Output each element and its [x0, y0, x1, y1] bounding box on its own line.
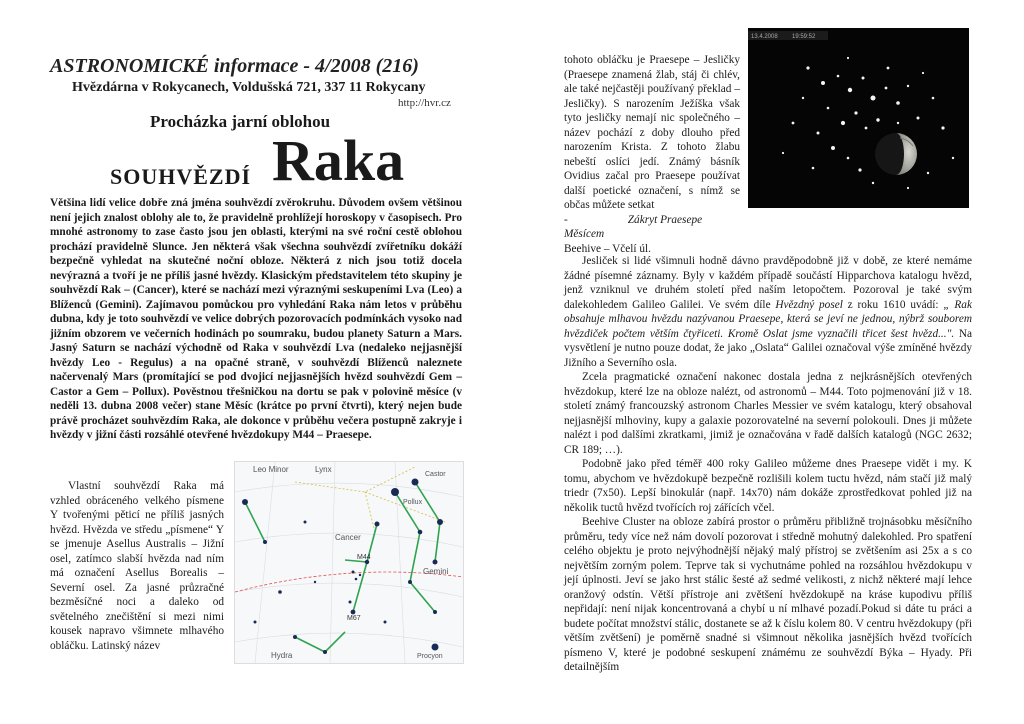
photo-svg [748, 28, 969, 208]
intro-paragraph: Většina lidí velice dobře zná jména souhvězdí zvěrokruhu. Důvodem ovšem většinou není jejich znalost oblohy ale to, že pravidelně prohlížejí horoskopy v časopisech. Pro mnohé astronomy to zase často jsou jen oblasti, kterými na své roční cestě oblohou prochází pravidelně Slunce. Jen některá však všechna souhvězdí zvířetníku dokáží bezpečně vyhledat na skutečné noční obloze. Některá z nich jsou totiž docela nevýrazná a tvoří je ne příliš jasné hvězdy. Klasickým představitelem této skupiny je souhvězdí Rak – (Cancer), které se nachází mezi výraznými seskupeními Lva (Leo) a Blíženců (Gemini). Zajímavou pomůckou pro vyhledání Raka nám letos v průběhu dubna, kdy je toto souhvězdí ve velice dobrých pozorovacích podmínkách vysoko nad jižním obzorem ve večerních hodinách po soumraku, budou planety Saturn a Mars. Jasný Saturn se nachází východně od Raka v souhvězdí Lva (nedaleko nejjasnější hvězdy Leo - Regulus) a na opačné straně, v souhvězdí Blíženců naleznete načervenalý Mars (promítající se pod dvojicí nejjasnějších hvězd souhvězdí Gem – Castor a Gem – Pollux). Pověstnou třešničkou na dortu se pak v polovině měsíce (v neděli 13. dubna 2008 večer) stane Měsíc (krátce po první čtvrti), který nejen bude právě procházet souhvězdím Raka, ale dokonce v průběhu večera postupně zakryje i hvězdy v jižní části rozsáhlé otevřené hvězdokupy M44 – Praesepe. [50, 197, 462, 441]
caption-text: Zákryt Praesepe Měsícem [564, 213, 703, 240]
map-label-hydra: Hydra [271, 651, 293, 660]
map-label-leo-minor: Leo Minor [253, 465, 289, 474]
caption-dash: - [564, 213, 568, 226]
map-label-gemini: Gemini [423, 567, 449, 576]
history-text-a: Jesliček si lidé všimnuli hodně dávno pravděpodobně již v době, ze které nemáme žádné písemné záznamy. Byly v každém případě součástí Hipparchova katalogu hvězd, jenž vzniknul ve druhém století před naším letopočtem. Pozoroval je také svým dalekohledem Galileo Galilei. Ve svém díle [564, 255, 972, 311]
star-map-svg [235, 462, 463, 663]
moon-praesepe-photo [748, 28, 969, 208]
history-text-c: Na vysvětlení je nutno pouze dodat, že jako „Oslata“ Galilei označoval výše zmíněné hvězdy Jižního a Severního osla. [564, 327, 972, 369]
map-label-lynx: Lynx [315, 465, 332, 474]
caption-continuation: Beehive – Včelí úl. [564, 242, 652, 255]
middle-column-text [564, 53, 740, 256]
left-column-text [50, 479, 224, 653]
constellation-name: Raka [272, 128, 405, 193]
map-label-m44: M44 [357, 554, 371, 561]
map-label-cancer: Cancer [335, 533, 361, 542]
left-paragraph: Vlastní souhvězdí Raka má vzhled obráceného velkého písmene Y tvořenými pěticí ne příliš jasných hvězd. Hvězda ve středu „písmene“ Y se jmenuje Asellus Australis – Jižní osel, zatímco slabší hvězda nad ním má označení Asellus Borealis – Severní osel. Za jasné průzračné bezměsíčné noci a daleko od světelného znečištění si mezi nimi kousek napravo všimnete mlhavého obláčku. Latinský název [50, 480, 224, 652]
observatory-address: Hvězdárna v Rokycanech, Voldušská 721, 337 11 Rokycany [72, 80, 426, 95]
work-title: Hvězdný posel [775, 298, 843, 311]
photo-time: 19:59:52 [792, 34, 816, 40]
section-title: Procházka jarní oblohou [150, 112, 331, 131]
paragraph-beehive: Beehive Cluster na obloze zabírá prostor o průměru přibližně trojnásobku měsíčního průměru, tedy více než nám dovolí pozorovat i středně mohutný dalekohled. Pro spatření celého objektu je proto nejvýhodnější nějaký malý přístroj se zvětšením asi 25x a s co největším zorným polem. Teprve tak si vychutnáme pohled na rozsáhlou hvězdokupu v její úplnosti. Jeví se jako hrst stálic šesté až sedmé velikosti, z nichž některé mají lehce oranžový odstín. Větší přístroje ani zvětšení hvězdokupě na kráse kupodivu příliš nepřidají: není nijak koncentrovaná a chybí u ní mlhavé pozadí.Pokud si dáte tu práci a budete počítat množství stálic, dostanete se až k číslu kolem 80. V centru hvězdokupy (při větším zvětšení) je poměrně snadné si všimnout několika jasnějších hvězd tvořících písmeno V, které je podobné seskupení známému ze souhvězdí Býka – Hyady. Při detailnějším [564, 516, 972, 673]
issue-title: ASTRONOMICKÉ informace - 4/2008 (216) [50, 55, 419, 77]
paragraph-history [564, 254, 972, 370]
paragraph-m44: Zcela pragmatické označení nakonec dostala jedna z nejkrásnějších otevřených hvězdokup, které lze na obloze nalézt, od astronomů – M44. Toto pojmenování již v 18. století známý francouzský astronom Charles Messier ve svém katalogu, který obsahoval nejjasnější mlhoviny, kupy a galaxie pozorovatelné na severní polokouli. Dnes ji můžete nalézt i pod dalšími zkratkami, jimiž je označována v řadě dalších katalogů (NGC 2632; CR 189; …). [564, 371, 972, 456]
map-label-m67: M67 [347, 615, 361, 622]
map-label-procyon: Procyon [417, 653, 443, 660]
star-map [234, 461, 464, 664]
paragraph-observation: Podobně jako před téměř 400 roky Galileo můžeme dnes Praesepe vidět i my. K tomu, abychom ve hvězdokupě bezpečně rozlišili kolem tuctu hvězd, nám stačí již malý triedr (7x50). Lepší binokulár (např. 14x70) nám dokáže zprostředkovat pohled již na několik tuctů hvězd tvořících roj zářících včel. [564, 458, 972, 514]
photo-date: 13.4.2008 [751, 34, 778, 40]
right-column-text [564, 254, 972, 675]
website-link[interactable]: http://hvr.cz [398, 97, 451, 109]
map-label-pollux: Pollux [403, 499, 423, 506]
map-label-castor: Castor [425, 471, 446, 478]
photo-caption [564, 213, 740, 242]
middle-paragraph: tohoto obláčku je Praesepe – Jesličky (Praesepe znamená žlab, stáj či chlév, ale také nejčastěji používaný překlad – Jesličky). S narozením Ježíška však tyto jesličky nemají nic společného – název pochází z doby dlouho před narozením Krista. Z tohoto žlabu nebeští oslíci jedí. Známý básník Ovidius začal pro Praesepe používat další poetické označení, s nímž se občas můžete setkat [564, 54, 740, 211]
galileo-quote: „ Rak obsahuje mlhavou hvězdu nazývanou Praesepe, která se jeví ne jednou, nýbrž souborem hvězdiček počtem větším čtyřiceti. Kromě Oslat jsme vyznačili třicet šest hvězd...". [564, 298, 972, 340]
constellation-prefix: SOUHVĚZDÍ [110, 164, 252, 189]
history-text-b: z roku 1610 uvádí: [842, 298, 944, 311]
